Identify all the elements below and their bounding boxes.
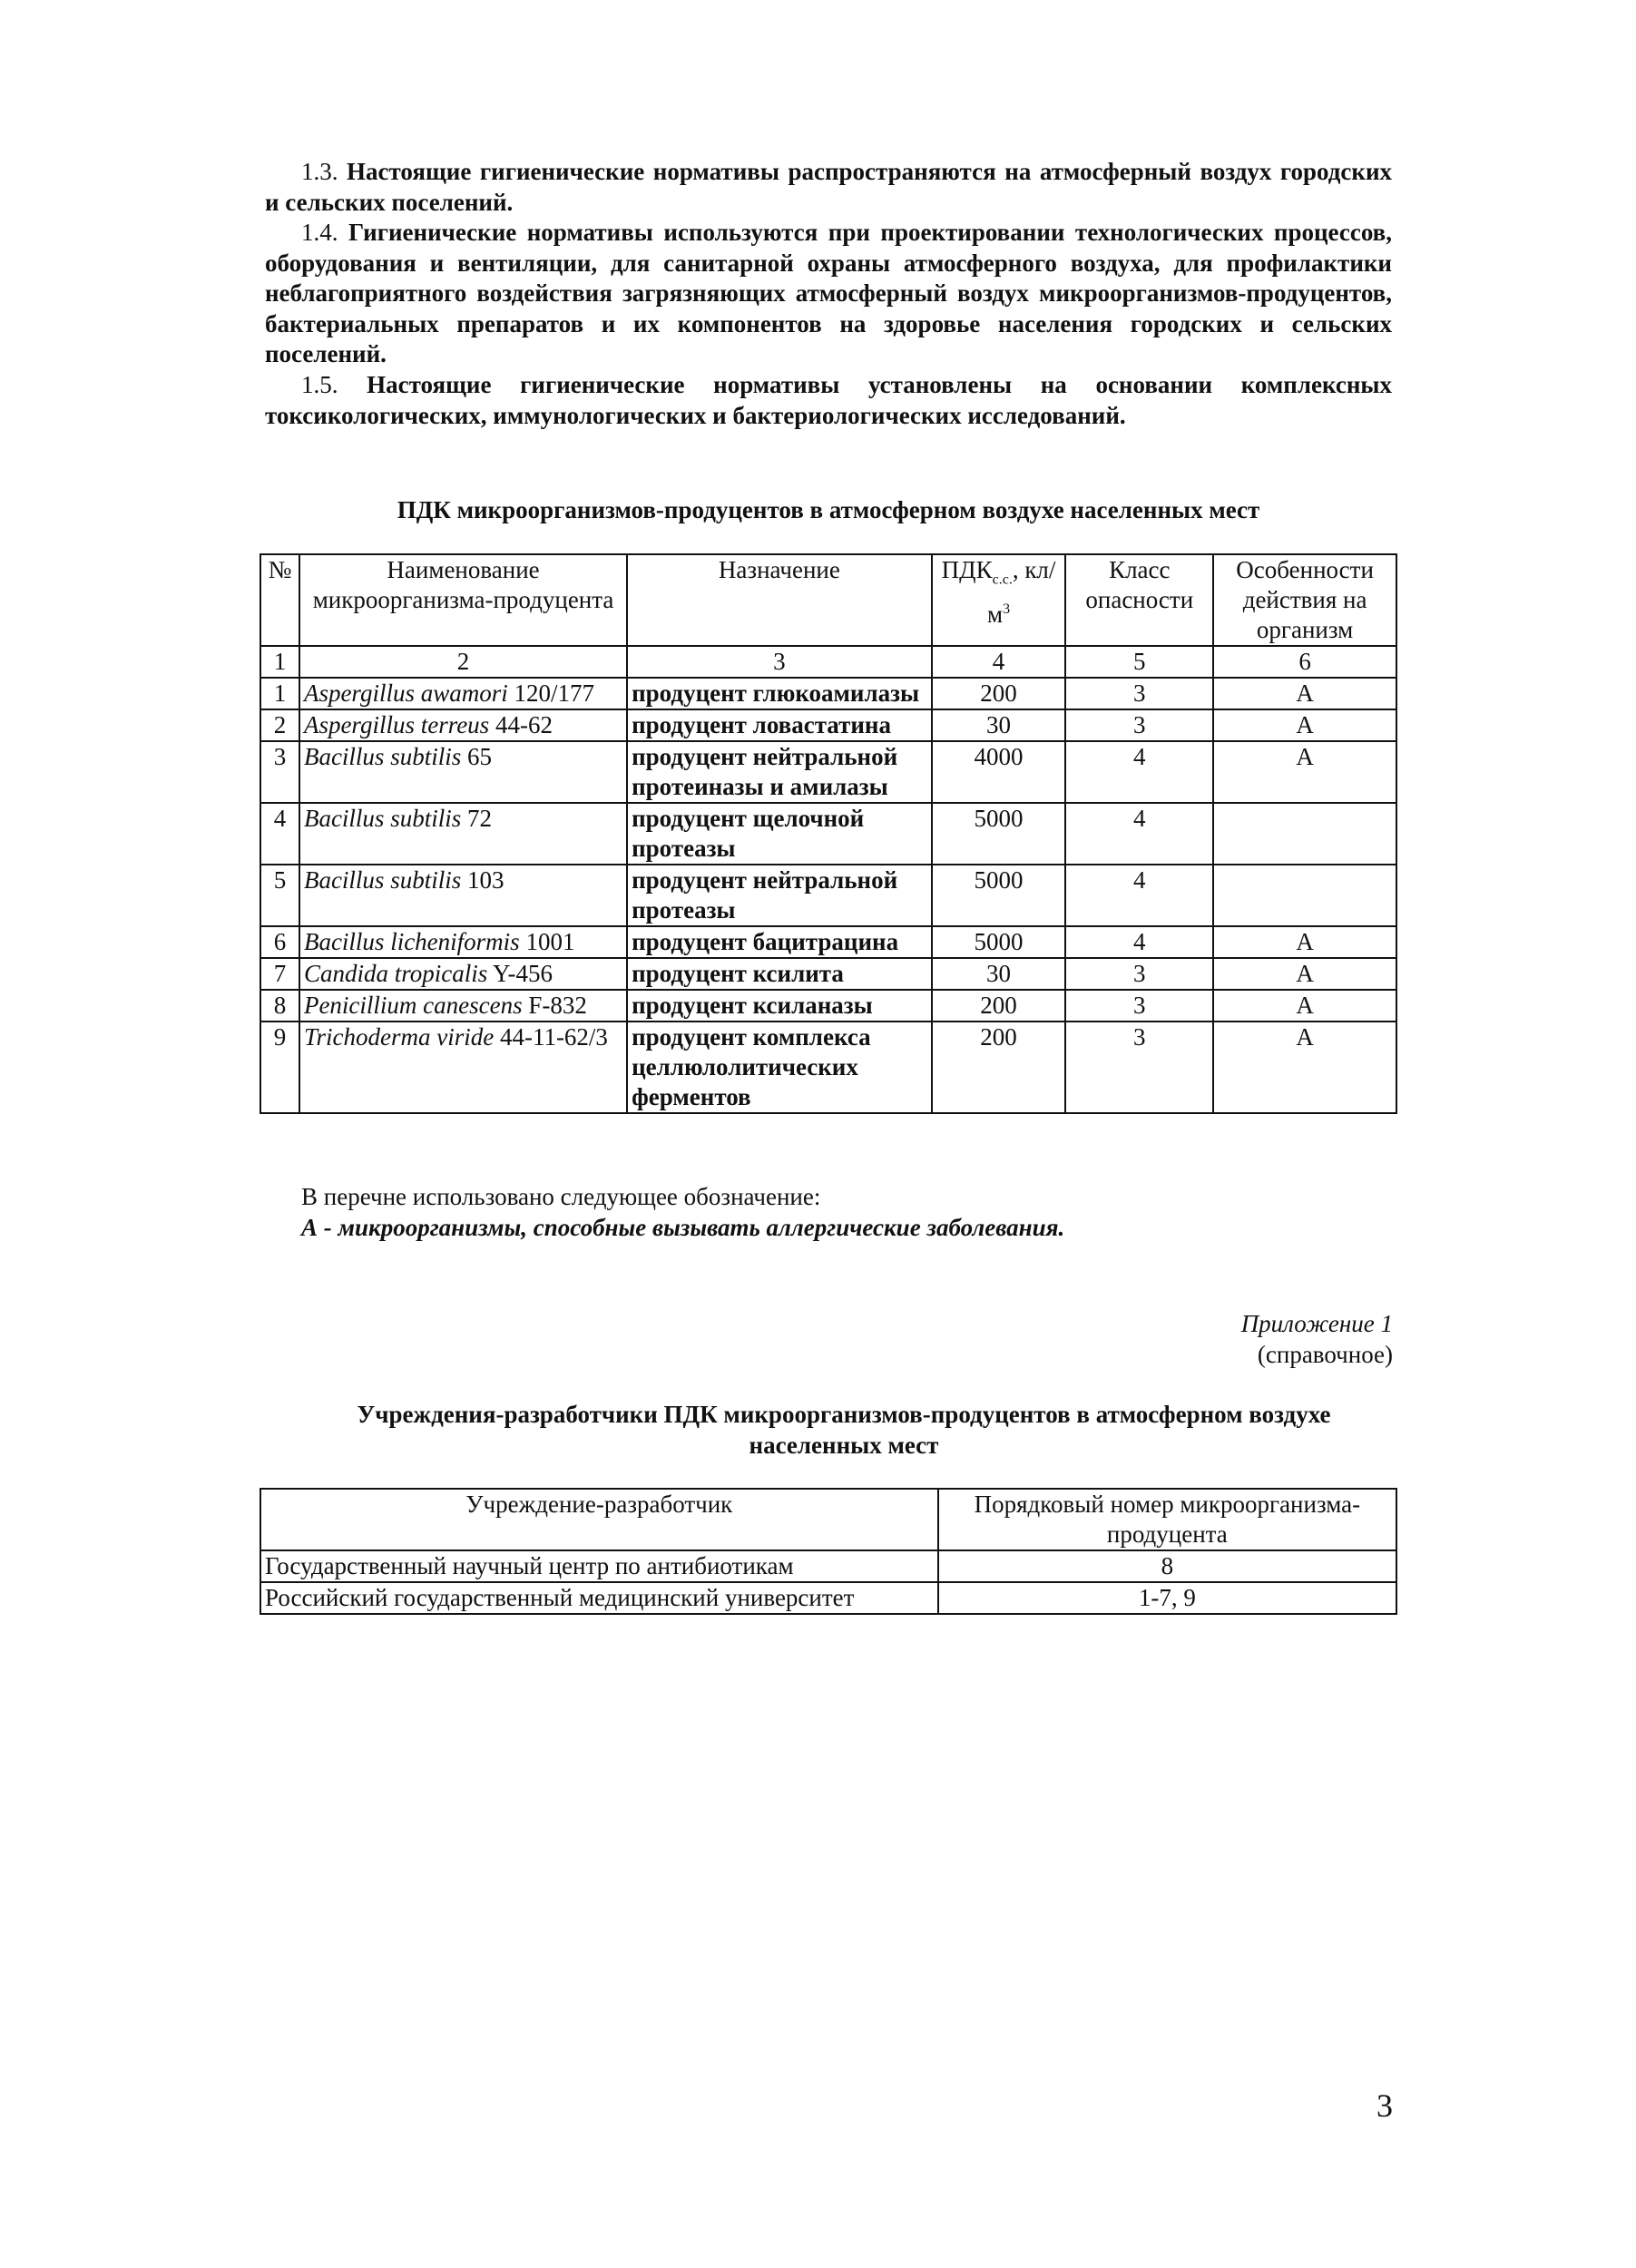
paragraph-1-3 (265, 157, 1392, 218)
col-number: 3 (627, 646, 932, 678)
strain-number: 120/177 (507, 679, 594, 707)
dev-title: Учреждения-разработчики ПДК микроорганизмов-продуцентов в атмосферном воздухе населенных мест (357, 1401, 1331, 1459)
header-name: Наименование микроорганизма-продуцента (299, 554, 627, 646)
row-features: А (1213, 678, 1396, 709)
species-name: Bacillus subtilis (303, 743, 462, 770)
row-purpose: продуцент ксиланазы (627, 990, 932, 1022)
header-pdk (932, 554, 1066, 646)
col-number: 2 (299, 646, 627, 678)
dev-institution: Российский государственный медицинский университет (260, 1582, 938, 1614)
row-purpose: продуцент глюкоамилазы (627, 678, 932, 709)
col-number: 1 (260, 646, 299, 678)
row-name (299, 709, 627, 741)
row-class: 4 (1065, 803, 1213, 865)
species-name: Aspergillus terreus (303, 711, 490, 738)
row-pdk: 200 (932, 1022, 1066, 1113)
header-pdk-unit: , кл/м (986, 556, 1056, 629)
paragraph-1-4 (265, 218, 1392, 370)
row-num: 3 (260, 741, 299, 803)
strain-number: 44-11-62/3 (494, 1023, 608, 1051)
row-class: 3 (1065, 1022, 1213, 1113)
appendix-line-1: Приложение 1 (1240, 1310, 1393, 1337)
species-name: Bacillus subtilis (303, 805, 462, 832)
paragraph-1-5 (265, 370, 1392, 431)
paragraph-number: 1.3. (301, 158, 338, 185)
dev-header-number: Порядковый номер микроорганизма-продуцента (938, 1489, 1396, 1550)
row-purpose: продуцент нейтральной протеазы (627, 865, 932, 926)
table-row (260, 709, 1396, 741)
table-row (260, 926, 1396, 958)
row-purpose: продуцент ловастатина (627, 709, 932, 741)
paragraph-text: Гигиенические нормативы используются при проектировании технологических процессов, оборудования и вентиляции, для санитарной охраны атмосферного воздуха, для профилактики неблагоприятного воздействия загрязняющих атмосферный воздух микроорганизмов-продуцентов, бактериальных препаратов и их компонентов на здоровье населения городских и сельских поселений. (265, 219, 1393, 367)
dev-row (260, 1550, 1396, 1582)
row-pdk: 5000 (932, 865, 1066, 926)
row-purpose: продуцент ксилита (627, 958, 932, 990)
table-row (260, 741, 1396, 803)
notes-line-1: В перечне использовано следующее обозначение: (301, 1183, 821, 1210)
row-class: 3 (1065, 678, 1213, 709)
strain-number: 65 (461, 743, 492, 770)
paragraph-number: 1.4. (301, 219, 338, 246)
row-name (299, 990, 627, 1022)
col-number: 6 (1213, 646, 1396, 678)
strain-number: 1001 (519, 928, 575, 955)
pdk-table (260, 553, 1397, 1114)
col-number: 4 (932, 646, 1066, 678)
row-class: 3 (1065, 709, 1213, 741)
strain-number: 103 (461, 866, 505, 894)
paragraph-text: Настоящие гигиенические нормативы установлены на основании комплексных токсикологических, иммунологических и бактериологических исследований. (265, 371, 1392, 429)
row-pdk: 30 (932, 958, 1066, 990)
dev-header-row (260, 1489, 1396, 1550)
row-name (299, 958, 627, 990)
row-name (299, 741, 627, 803)
strain-number: F-832 (522, 992, 587, 1019)
header-num: № (260, 554, 299, 646)
column-number-row (260, 646, 1396, 678)
strain-number: 44-62 (489, 711, 553, 738)
row-num: 7 (260, 958, 299, 990)
row-num: 2 (260, 709, 299, 741)
table-row (260, 1022, 1396, 1113)
row-purpose: продуцент щелочной протеазы (627, 803, 932, 865)
row-class: 3 (1065, 958, 1213, 990)
table-header-row (260, 554, 1396, 646)
table-row (260, 958, 1396, 990)
species-name: Bacillus subtilis (303, 866, 462, 894)
header-class: Класс опасности (1065, 554, 1213, 646)
row-num: 8 (260, 990, 299, 1022)
appendix-line-2: (справочное) (1257, 1341, 1393, 1368)
dev-header-institution: Учреждение-разработчик (260, 1489, 938, 1550)
table-title: ПДК микроорганизмов-продуцентов в атмосферном воздухе населенных мест (397, 496, 1260, 523)
row-features (1213, 803, 1396, 865)
strain-number: Y-456 (487, 960, 553, 987)
species-name: Bacillus licheniformis (303, 928, 520, 955)
row-features: А (1213, 958, 1396, 990)
row-name (299, 865, 627, 926)
species-name: Aspergillus awamori (303, 679, 508, 707)
appendix-label (1241, 1308, 1393, 1370)
row-pdk: 4000 (932, 741, 1066, 803)
row-features: А (1213, 926, 1396, 958)
row-class: 4 (1065, 865, 1213, 926)
dev-number: 8 (938, 1550, 1396, 1582)
row-name (299, 678, 627, 709)
row-name (299, 803, 627, 865)
row-class: 4 (1065, 926, 1213, 958)
row-num: 1 (260, 678, 299, 709)
paragraph-text: Настоящие гигиенические нормативы распространяются на атмосферный воздух городских и сельских поселений. (265, 158, 1392, 216)
table-row (260, 990, 1396, 1022)
dev-number: 1-7, 9 (938, 1582, 1396, 1614)
page-number: 3 (1376, 2087, 1393, 2124)
notes-line-2: А - микроорганизмы, способные вызывать аллергические заболевания. (301, 1214, 1065, 1241)
notes (301, 1181, 1064, 1243)
header-purpose: Назначение (627, 554, 932, 646)
row-features: А (1213, 990, 1396, 1022)
row-purpose: продуцент нейтральной протеиназы и амилазы (627, 741, 932, 803)
row-num: 9 (260, 1022, 299, 1113)
species-name: Penicillium canescens (303, 992, 523, 1019)
row-features: А (1213, 741, 1396, 803)
row-name (299, 1022, 627, 1113)
row-num: 4 (260, 803, 299, 865)
strain-number: 72 (461, 805, 492, 832)
row-name (299, 926, 627, 958)
row-num: 5 (260, 865, 299, 926)
row-features (1213, 865, 1396, 926)
table-row (260, 678, 1396, 709)
row-class: 3 (1065, 990, 1213, 1022)
paragraph-number: 1.5. (301, 371, 338, 398)
row-num: 6 (260, 926, 299, 958)
row-pdk: 30 (932, 709, 1066, 741)
row-purpose: продуцент комплекса целлюлолитических ферментов (627, 1022, 932, 1113)
header-features: Особенности действия на организм (1213, 554, 1396, 646)
row-pdk: 5000 (932, 803, 1066, 865)
row-features: А (1213, 1022, 1396, 1113)
species-name: Candida tropicalis (303, 960, 488, 987)
header-pdk-sup: 3 (1003, 601, 1011, 618)
developers-table (260, 1488, 1397, 1615)
row-purpose: продуцент бацитрацина (627, 926, 932, 958)
species-name: Trichoderma viride (303, 1023, 495, 1051)
row-pdk: 200 (932, 990, 1066, 1022)
header-pdk-sub: с.с. (992, 572, 1013, 588)
header-pdk-main: ПДК (941, 556, 993, 583)
table-row (260, 865, 1396, 926)
row-pdk: 5000 (932, 926, 1066, 958)
row-class: 4 (1065, 741, 1213, 803)
dev-row (260, 1582, 1396, 1614)
dev-institution: Государственный научный центр по антибиотикам (260, 1550, 938, 1582)
table-row (260, 803, 1396, 865)
row-features: А (1213, 709, 1396, 741)
col-number: 5 (1065, 646, 1213, 678)
row-pdk: 200 (932, 678, 1066, 709)
